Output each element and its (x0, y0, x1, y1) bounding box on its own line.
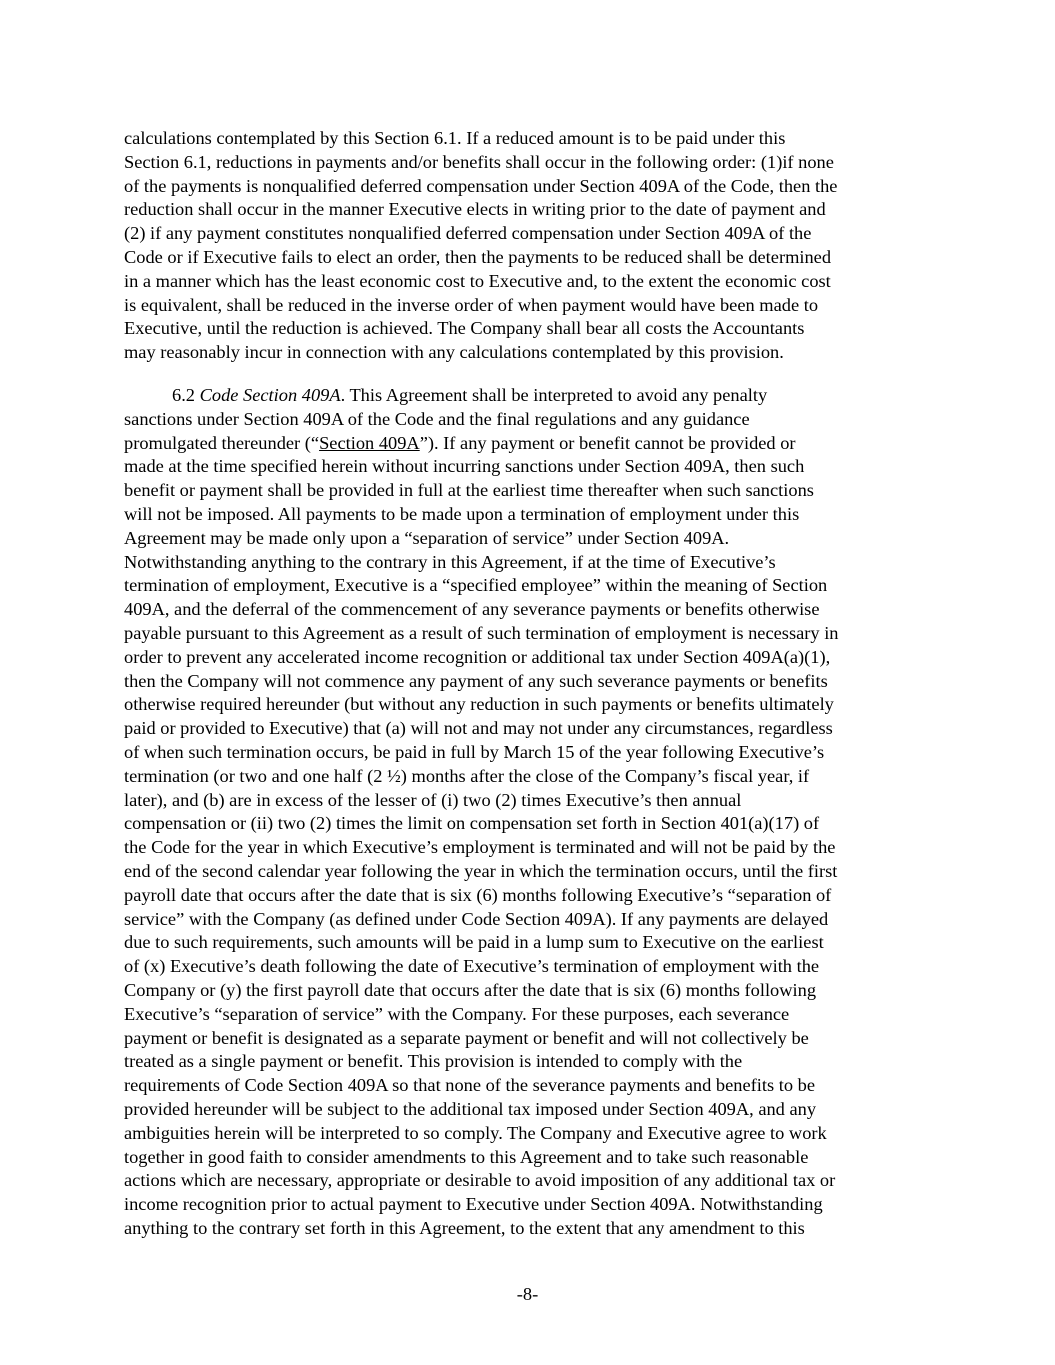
text-line: then the Company will not commence any payment of any such severance payments or benefits (124, 670, 828, 691)
text-line: anything to the contrary set forth in this Agreement, to the extent that any amendment to this (124, 1217, 805, 1238)
page-number: -8- (516, 1284, 539, 1304)
section-heading-line (124, 384, 936, 408)
text-line: of (x) Executive’s death following the date of Executive’s termination of employment with the (124, 956, 820, 977)
text-line: income recognition prior to actual payment to Executive under Section 409A. Notwithstanding (124, 1194, 823, 1215)
text-line: Agreement may be made only upon a “separation of service” under Section 409A. (124, 527, 730, 548)
text-line: (2) if any payment constitutes nonqualified deferred compensation under Section 409A of the (124, 223, 812, 244)
text-line: calculations contemplated by this Section 6.1. If a reduced amount is to be paid under this (124, 128, 786, 148)
text-line: together in good faith to consider amendments to this Agreement and to take such reasonable (124, 1146, 809, 1167)
text-line: end of the second calendar year following the year in which the termination occurs, until the first (124, 860, 838, 881)
text-line: due to such requirements, such amounts will be paid in a lump sum to Executive on the earliest (124, 932, 824, 953)
text-line: compensation or (ii) two (2) times the limit on compensation set forth in Section 401(a)(17) of (124, 813, 820, 834)
text-line: service” with the Company (as defined under Code Section 409A). If any payments are delayed (124, 908, 829, 929)
text-line: Company or (y) the first payroll date that occurs after the date that is six (6) months following (124, 979, 817, 1000)
text-line: the Code for the year in which Executive’s employment is terminated and will not be paid by the (124, 837, 836, 858)
text-line: Executive, until the reduction is achieved. The Company shall bear all costs the Accountants (124, 318, 805, 339)
text-line: Executive’s “separation of service” with the Company. For these purposes, each severance (124, 1003, 790, 1024)
text-line: order to prevent any accelerated income recognition or additional tax under Section 409A(a)(1), (124, 646, 831, 667)
text-line: otherwise required hereunder (but without any reduction in such payments or benefits ultimately (124, 694, 834, 715)
text-line: will not be imposed. All payments to be made upon a termination of employment under this (124, 503, 800, 524)
text-line: ambiguities herein will be interpreted to so comply. The Company and Executive agree to work (124, 1122, 827, 1143)
text-line: termination of employment, Executive is a “specified employee” within the meaning of Section (124, 575, 828, 596)
text-line: benefit or payment shall be provided in full at the earliest time thereafter when such sanctions (124, 480, 814, 501)
text-line: in a manner which has the least economic cost to Executive and, to the extent the economic cost (124, 270, 831, 291)
text-fragment: promulgated thereunder (“ (124, 432, 320, 453)
text-line: is equivalent, shall be reduced in the inverse order of when payment would have been made to (124, 294, 819, 315)
text-line: treated as a single payment or benefit. This provision is intended to comply with the (124, 1051, 743, 1072)
text-line: payable pursuant to this Agreement as a result of such termination of employment is necessary in (124, 622, 839, 643)
text-line: Code or if Executive fails to elect an order, then the payments to be reduced shall be determined (124, 246, 832, 267)
text-fragment: ”). If any payment or benefit cannot be provided or (419, 432, 796, 453)
text-line: made at the time specified herein without incurring sanctions under Section 409A, then such (124, 456, 805, 477)
defined-term-section-409a: Section 409A (319, 432, 420, 453)
text-line: Section 6.1, reductions in payments and/or benefits shall occur in the following order: (1)if none (124, 151, 834, 172)
text-line: Notwithstanding anything to the contrary in this Agreement, if at the time of Executive’s (124, 551, 776, 572)
text-line: provided hereunder will be subject to the additional tax imposed under Section 409A, and any (124, 1098, 817, 1119)
text-line: of when such termination occurs, be paid in full by March 15 of the year following Executive’s (124, 741, 825, 762)
text-line: 409A, and the deferral of the commencement of any severance payments or benefits otherwise (124, 599, 820, 620)
text-line: paid or provided to Executive) that (a) will not and may not under any circumstances, regardless (124, 718, 833, 739)
text-line: of the payments is nonqualified deferred compensation under Section 409A of the Code, then the (124, 175, 838, 196)
paragraph-section-6-2-code-section-409a (124, 384, 936, 1241)
text-line: payment or benefit is designated as a separate payment or benefit and will not collectively be (124, 1027, 809, 1048)
text-line: later), and (b) are in excess of the lesser of (i) two (2) times Executive’s then annual (124, 789, 742, 810)
section-heading: Code Section 409A (199, 385, 341, 405)
text-line: reduction shall occur in the manner Executive elects in writing prior to the date of payment and (124, 199, 826, 220)
text-line: requirements of Code Section 409A so that none of the severance payments and benefits to be (124, 1075, 815, 1096)
text-fragment: . This Agreement shall be interpreted to avoid any penalty (340, 385, 768, 405)
text-line: actions which are necessary, appropriate or desirable to avoid imposition of any additional tax or (124, 1170, 836, 1191)
text-line: may reasonably incur in connection with any calculations contemplated by this provision. (124, 342, 784, 363)
text-line: payroll date that occurs after the date that is six (6) months following Executive’s “separation of (124, 884, 832, 905)
section-number: 6.2 (172, 385, 195, 405)
defined-term-line (124, 432, 936, 456)
paragraph-severance-reduction-order (124, 127, 936, 365)
text-line: sanctions under Section 409A of the Code and the final regulations and any guidance (124, 408, 750, 429)
text-line: termination (or two and one half (2 ½) months after the close of the Company’s fiscal year, if (124, 765, 810, 786)
